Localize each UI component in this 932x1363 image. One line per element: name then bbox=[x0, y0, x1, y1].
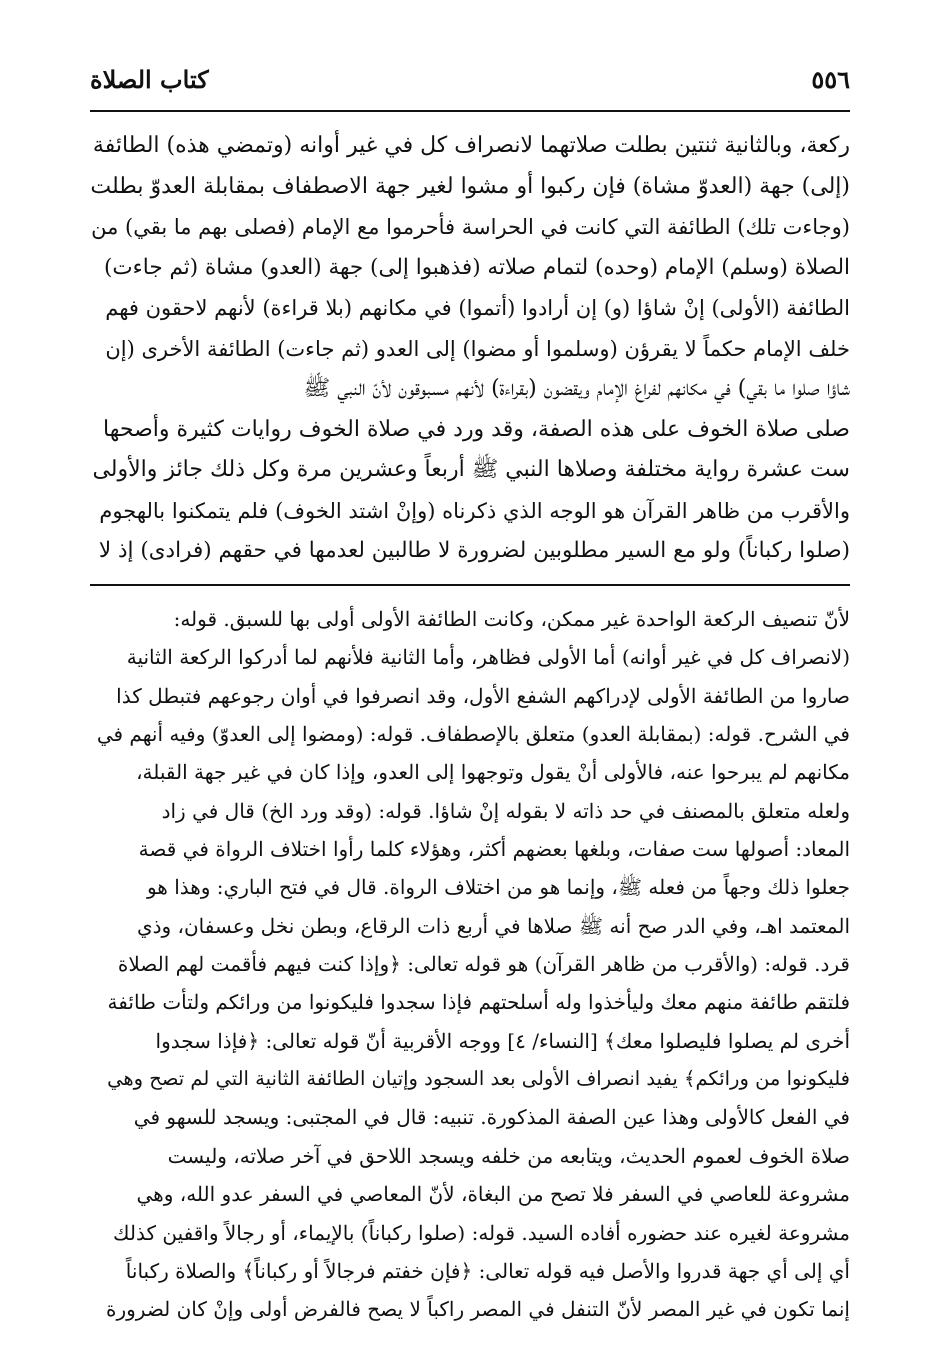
commentary-line: المعاد: أصولها ست صفات، وبلغها بعضهم أكثر، وهؤلاء كلما رأوا اختلاف الرواة في قصة bbox=[138, 837, 850, 862]
main-text-line: ست عشرة رواية مختلفة وصلاها النبي ﷺ أربعاً وعشرين مرة وكل ذلك جائز والأولى bbox=[92, 457, 850, 482]
commentary-line: جعلوا ذلك وجهاً من فعله ﷺ، وإنما هو من اختلاف الرواة. قال في فتح الباري: وهذا هو bbox=[146, 875, 850, 900]
main-text-line: خلف الإمام حكماً لا يقرؤن (وسلموا أو مضوا) إلى العدو (ثم جاءت) الطائفة الأخرى (إن bbox=[105, 336, 850, 361]
commentary-line: لأنّ تنصيف الركعة الواحدة غير ممكن، وكانت الطائفة الأولى أولى بها للسبق. قوله: bbox=[173, 607, 850, 631]
main-text-line: (صلوا ركباناً) ولو مع السير مطلوبين لضرورة لا طالبين لعدمها في حقهم (فرادى) إذ لا bbox=[98, 538, 850, 563]
main-text-line: (وجاءت تلك) الطائفة التي كانت في الحراسة فأحرموا مع الإمام (فصلى بهم ما بقي) من bbox=[91, 215, 850, 239]
commentary-line: مشروعة للعاصي في السفر فلا تصح من البغاة، لأنّ المعاصي في السفر عدو الله، وهي bbox=[136, 1182, 850, 1207]
commentary-line: صاروا من الطائفة الأولى لإدراكهم الشفع الأول، وقد انصرفوا في أوان رجوعهم فتبطل كذا bbox=[116, 683, 850, 708]
main-text-line: صلى صلاة الخوف على هذه الصفة، وقد ورد في صلاة الخوف روايات كثيرة وأصحها bbox=[103, 416, 850, 442]
page-number: ٥٥٦ bbox=[811, 64, 850, 94]
commentary-text bbox=[90, 600, 850, 1329]
main-text-line: الطائفة (الأولى) إنْ شاؤا (و) إن أرادوا (أتموا) في مكانهم (بلا قراءة) لأنهم لاحقون فهم bbox=[105, 296, 850, 320]
commentary-line: فلتقم طائفة منهم معك وليأخذوا وله أسلحتهم فإذا سجدوا فليكونوا من ورائكم ولتأت طائفة bbox=[107, 990, 850, 1015]
main-text-line: شاؤا صلوا ما بقي) في مكانهم لفراغ الإمام ويقضون (بقراءة) لأنهم مسبوقون لأنّ النبي ﷺ bbox=[303, 376, 850, 401]
commentary-line: أي إلى أي جهة قدروا والأصل فيه قوله تعالى: ﴿فإن خفتم فرجالاً أو ركباناً﴾ والصلاة ركباناً bbox=[125, 1258, 850, 1283]
chapter-title: كتاب الصلاة bbox=[90, 64, 209, 94]
commentary-line: قرد. قوله: (والأقرب من ظاهر القرآن) هو قوله تعالى: ﴿وإذا كنت فيهم فأقمت لهم الصلاة bbox=[117, 952, 850, 977]
commentary-line: مشروعة لغيره عند حضوره أفاده السيد. قوله: (صلوا ركباناً) بالإيماء، أو رجالاً واقفين كذلك bbox=[113, 1220, 850, 1245]
main-text-line: والأقرب من ظاهر القرآن هو الوجه الذي ذكرناه (وإنْ اشتد الخوف) فلم يتمكنوا بالهجوم bbox=[99, 498, 850, 523]
main-text-line: (إلى) جهة (العدوّ مشاة) فإن ركبوا أو مشوا لغير جهة الاصطفاف بمقابلة العدوّ بطلت bbox=[90, 173, 850, 199]
commentary-line: في الشرح. قوله: (بمقابلة العدو) متعلق بالإصطفاف. قوله: (ومضوا إلى العدوّ) وفيه أنهم في bbox=[96, 722, 850, 747]
main-text-line: ركعة، وبالثانية ثنتين بطلت صلاتهما لانصراف كل في غير أوانه (وتمضي هذه) الطائفة bbox=[92, 133, 850, 158]
commentary-line: إنما تكون في غير المصر لأنّ التنفل في المصر راكباً لا يصح فالفرض أولى وإنْ كان لضرورة bbox=[105, 1297, 850, 1322]
commentary-line: في الفعل كالأولى وهذا عين الصفة المذكورة. تنبيه: قال في المجتبى: ويسجد للسهو في bbox=[133, 1105, 850, 1130]
main-text-line: الصلاة (وسلم) الإمام (وحده) لتمام صلاته (فذهبوا إلى) جهة (العدو) مشاة (ثم جاءت) bbox=[104, 254, 850, 280]
footnote-divider bbox=[90, 584, 850, 586]
commentary-line: المعتمد اهـ، وفي الدر صح أنه ﷺ صلاها في أربع ذات الرقاع، وبطن نخل وعسفان، وذي bbox=[136, 913, 850, 938]
commentary-line: ولعله متعلق بالمصنف في حد ذاته لا بقوله إنْ شاؤا. قوله: (وقد ورد الخ) قال في زاد bbox=[161, 798, 850, 823]
commentary-line: (لانصراف كل في غير أوانه) أما الأولى فظاهر، وأما الثانية فلأنهم لما أدركوا الركعة الثانية bbox=[126, 645, 850, 670]
main-text bbox=[90, 126, 850, 572]
header-divider bbox=[90, 110, 850, 112]
commentary-line: صلاة الخوف لعموم الحديث، ويتابعه من خلفه ويسجد اللاحق في آخر صلاته، وليست bbox=[167, 1143, 850, 1168]
commentary-line: أخرى لم يصلوا فليصلوا معك﴾ [النساء/ ٤] ووجه الأقربية أنّ قوله تعالى: ﴿فإذا سجدوا bbox=[155, 1028, 850, 1053]
commentary-line: فليكونوا من ورائكم﴾ يفيد انصراف الأولى بعد السجود وإتيان الطائفة الثانية التي لم تصح وهي bbox=[107, 1067, 850, 1091]
commentary-line: مكانهم لم يبرحوا عنه، فالأولى أنْ يقول وتوجهوا إلى العدو، وإذا كان في غير جهة القبلة، bbox=[136, 760, 850, 785]
page-header bbox=[90, 62, 850, 96]
